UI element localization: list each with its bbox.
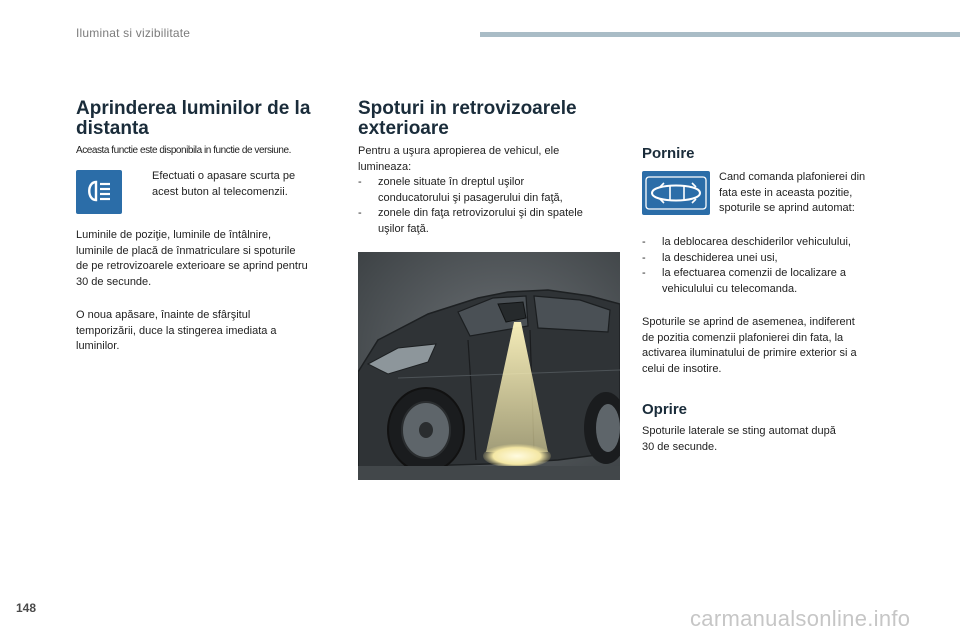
list-item-line: vehiculului cu telecomanda. — [662, 282, 798, 295]
headlight-icon — [76, 170, 122, 214]
left-subtitle: Aceasta functie este disponibila in functie de versiune. — [76, 145, 291, 156]
left-para1-line: luminile de placă de înmatriculare si spoturile — [76, 244, 296, 257]
list-item-line: la deblocarea deschiderilor vehiculului, — [662, 236, 851, 248]
pornire-text-line: Cand comanda plafonierei din — [719, 171, 866, 183]
middle-intro-line: lumineaza: — [358, 160, 412, 173]
dash: - — [642, 236, 646, 248]
list-item-line: zonele situate în dreptul uşilor — [378, 176, 525, 188]
oprire-title: Oprire — [642, 401, 688, 418]
left-para1-line: 30 de secunde. — [76, 275, 152, 288]
middle-title — [358, 99, 628, 139]
left-title-line2: distanta — [76, 118, 149, 139]
headlight-icon-box — [76, 170, 122, 214]
list-item — [358, 175, 620, 206]
left-para2 — [76, 308, 351, 355]
left-title-line1: Aprinderea luminilor de la — [76, 98, 311, 119]
right-para-line: activarea iluminatului de primire exterior si a — [642, 347, 857, 359]
left-para2-line: temporizării, duce la stingerea imediata a — [76, 324, 277, 337]
list-item-line: la efectuarea comenzii de localizare a — [662, 267, 847, 279]
pornire-text-line: spoturile se aprind automat: — [719, 202, 855, 214]
left-para2-line: O noua apăsare, înainte de sfârşitul — [76, 309, 251, 321]
middle-intro-line: Pentru a uşura apropierea de vehicul, ele — [358, 145, 560, 157]
dash: - — [642, 267, 646, 279]
oprire-text-line: 30 de secunde. — [642, 440, 718, 453]
watermark[interactable]: carmanualsonline.info — [690, 606, 911, 631]
car-door-light-icon — [642, 171, 710, 215]
car-mirror-spotlight-illustration — [358, 252, 620, 480]
page-number: 148 — [16, 601, 37, 615]
oprire-text — [642, 424, 917, 455]
left-para2-line: luminilor. — [76, 340, 120, 352]
middle-intro — [358, 144, 620, 237]
dash: - — [642, 251, 646, 264]
list-item — [642, 235, 912, 251]
right-para — [642, 315, 917, 377]
list-item-line: la deschiderea unei usi, — [662, 251, 778, 264]
dash: - — [358, 176, 362, 188]
list-item — [642, 251, 912, 267]
list-item-line: zonele din faţa retrovizorului şi din spatele — [378, 207, 583, 219]
pornire-heading — [642, 145, 695, 162]
list-item-line: uşilor faţă. — [378, 222, 429, 235]
left-para1 — [76, 228, 351, 290]
right-para-line: Spoturile se aprind de asemenea, indiferent — [642, 316, 855, 328]
left-bullet-line1: Efectuati o apasare scurta pe — [152, 170, 296, 182]
left-bullet — [152, 169, 342, 200]
list-item-line: conducatorului şi pasagerului din faţă, — [378, 191, 563, 204]
oprire-heading — [642, 401, 687, 418]
right-para-line: celui de insotire. — [642, 362, 722, 375]
section-title: Iluminat si vizibilitate — [76, 26, 191, 40]
car-illustration-svg — [358, 252, 620, 480]
left-title — [76, 99, 346, 139]
left-para1-line: de pe retrovizoarele exterioare se aprind pentru — [76, 260, 308, 272]
pornire-list — [642, 235, 912, 297]
list-item — [642, 266, 912, 297]
dash: - — [358, 207, 362, 219]
pornire-text — [719, 170, 899, 217]
middle-title-line1: Spoturi in retrovizoarele — [358, 98, 577, 119]
left-para1-line: Luminile de poziţie, luminile de întâlnire, — [76, 229, 272, 241]
left-bullet-line2: acest buton al telecomenzii. — [152, 185, 288, 198]
pornire-text-line: fata este in aceasta pozitie, — [719, 186, 853, 199]
car-interior-icon-box — [642, 171, 710, 215]
list-item — [358, 206, 620, 237]
pornire-title: Pornire — [642, 145, 695, 162]
header-bar — [480, 32, 960, 37]
middle-title-line2: exterioare — [358, 118, 449, 139]
right-para-line: de pozitia comenzii plafonierei din fata, la — [642, 331, 844, 344]
oprire-text-line: Spoturile laterale se sting automat după — [642, 425, 836, 437]
